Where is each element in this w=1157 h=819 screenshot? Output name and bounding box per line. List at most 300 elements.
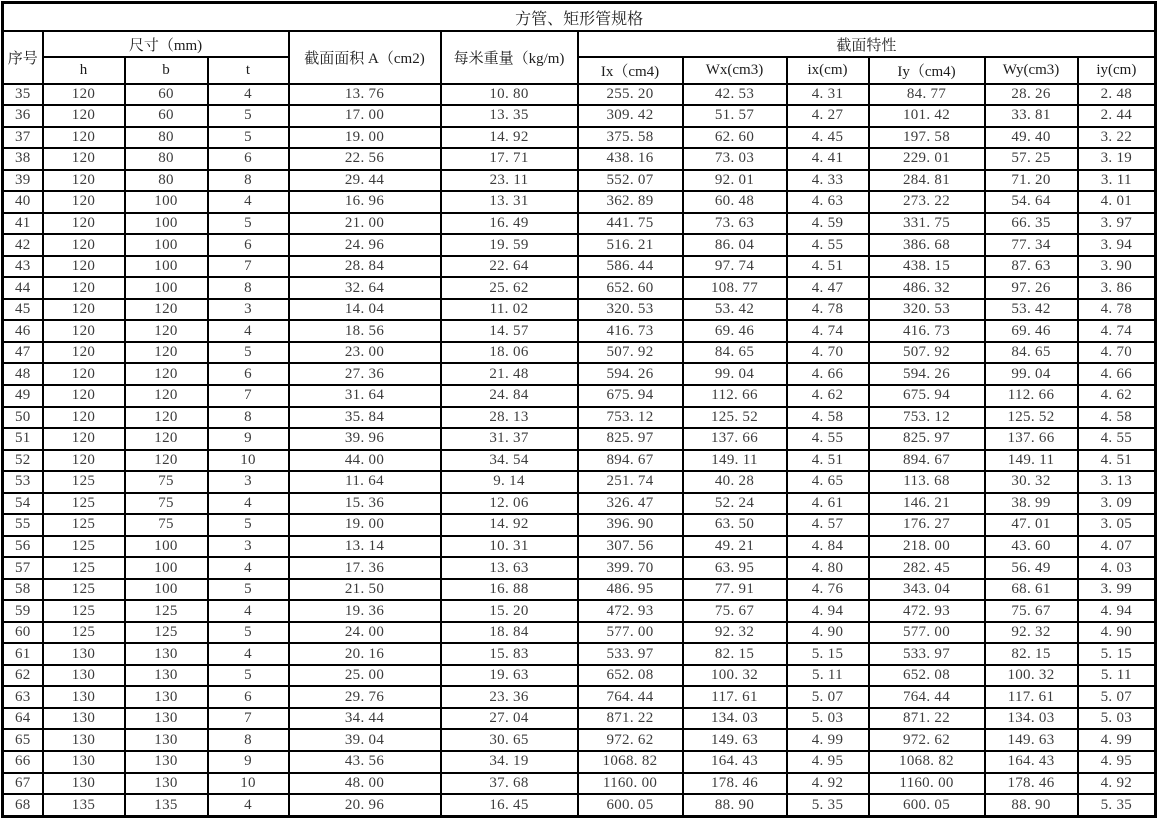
cell-Iy: 229. 01 bbox=[869, 148, 985, 170]
table-row bbox=[3, 557, 1156, 579]
cell-Iy: 594. 26 bbox=[869, 363, 985, 385]
cell-Wy: 38. 99 bbox=[985, 493, 1078, 515]
cell-h: 125 bbox=[43, 600, 125, 622]
cell-ix: 4. 55 bbox=[787, 428, 869, 450]
cell-Wy: 66. 35 bbox=[985, 213, 1078, 235]
cell-weight: 21. 48 bbox=[441, 363, 578, 385]
cell-Ix: 251. 74 bbox=[578, 471, 683, 493]
cell-t: 5 bbox=[208, 622, 289, 644]
cell-Ix: 894. 67 bbox=[578, 450, 683, 472]
cell-h: 120 bbox=[43, 342, 125, 364]
cell-area: 17. 00 bbox=[289, 105, 441, 127]
cell-h: 130 bbox=[43, 751, 125, 773]
cell-weight: 12. 06 bbox=[441, 493, 578, 515]
column-header-Wy: Wy(cm3) bbox=[985, 57, 1078, 83]
cell-b: 100 bbox=[125, 256, 208, 278]
cell-t: 8 bbox=[208, 407, 289, 429]
cell-Wy: 28. 26 bbox=[985, 84, 1078, 106]
cell-Wy: 134. 03 bbox=[985, 708, 1078, 730]
cell-ix: 4. 61 bbox=[787, 493, 869, 515]
cell-area: 13. 76 bbox=[289, 84, 441, 106]
column-header-b: b bbox=[125, 57, 208, 83]
column-header-Ix: Ix（cm4) bbox=[578, 57, 683, 83]
cell-h: 120 bbox=[43, 385, 125, 407]
cell-serial: 51 bbox=[3, 428, 43, 450]
cell-serial: 60 bbox=[3, 622, 43, 644]
cell-serial: 41 bbox=[3, 213, 43, 235]
cell-serial: 35 bbox=[3, 84, 43, 106]
cell-ix: 4. 63 bbox=[787, 191, 869, 213]
cell-area: 17. 36 bbox=[289, 557, 441, 579]
cell-b: 120 bbox=[125, 428, 208, 450]
cell-iy: 5. 11 bbox=[1078, 665, 1156, 687]
cell-serial: 38 bbox=[3, 148, 43, 170]
cell-h: 125 bbox=[43, 622, 125, 644]
cell-Wx: 63. 95 bbox=[683, 557, 787, 579]
cell-t: 5 bbox=[208, 342, 289, 364]
cell-Wy: 117. 61 bbox=[985, 686, 1078, 708]
cell-iy: 3. 99 bbox=[1078, 579, 1156, 601]
table-row bbox=[3, 148, 1156, 170]
cell-t: 5 bbox=[208, 514, 289, 536]
cell-area: 29. 44 bbox=[289, 170, 441, 192]
header-row-sub bbox=[3, 57, 1156, 83]
cell-b: 130 bbox=[125, 643, 208, 665]
cell-b: 100 bbox=[125, 191, 208, 213]
column-header-iy: iy(cm) bbox=[1078, 57, 1156, 83]
cell-serial: 61 bbox=[3, 643, 43, 665]
cell-serial: 65 bbox=[3, 729, 43, 751]
cell-Iy: 1068. 82 bbox=[869, 751, 985, 773]
cell-ix: 4. 65 bbox=[787, 471, 869, 493]
cell-Wx: 112. 66 bbox=[683, 385, 787, 407]
cell-Wy: 164. 43 bbox=[985, 751, 1078, 773]
cell-Wx: 88. 90 bbox=[683, 794, 787, 816]
cell-Ix: 552. 07 bbox=[578, 170, 683, 192]
table-row bbox=[3, 773, 1156, 795]
cell-Wy: 57. 25 bbox=[985, 148, 1078, 170]
cell-Ix: 600. 05 bbox=[578, 794, 683, 816]
cell-Wx: 149. 11 bbox=[683, 450, 787, 472]
table-body bbox=[3, 84, 1156, 817]
cell-weight: 37. 68 bbox=[441, 773, 578, 795]
cell-Wx: 125. 52 bbox=[683, 407, 787, 429]
cell-area: 25. 00 bbox=[289, 665, 441, 687]
cell-h: 120 bbox=[43, 213, 125, 235]
table-row bbox=[3, 84, 1156, 106]
cell-t: 5 bbox=[208, 105, 289, 127]
cell-Wx: 62. 60 bbox=[683, 127, 787, 149]
cell-Iy: 652. 08 bbox=[869, 665, 985, 687]
cell-iy: 4. 03 bbox=[1078, 557, 1156, 579]
cell-Wy: 137. 66 bbox=[985, 428, 1078, 450]
cell-iy: 4. 70 bbox=[1078, 342, 1156, 364]
cell-Wy: 53. 42 bbox=[985, 299, 1078, 321]
cell-Wy: 99. 04 bbox=[985, 363, 1078, 385]
cell-Wx: 49. 21 bbox=[683, 536, 787, 558]
cell-area: 28. 84 bbox=[289, 256, 441, 278]
cell-serial: 52 bbox=[3, 450, 43, 472]
cell-t: 5 bbox=[208, 127, 289, 149]
cell-iy: 4. 07 bbox=[1078, 536, 1156, 558]
cell-area: 19. 00 bbox=[289, 514, 441, 536]
cell-h: 120 bbox=[43, 105, 125, 127]
cell-h: 125 bbox=[43, 471, 125, 493]
cell-Ix: 307. 56 bbox=[578, 536, 683, 558]
cell-t: 3 bbox=[208, 299, 289, 321]
cell-Ix: 362. 89 bbox=[578, 191, 683, 213]
cell-area: 19. 00 bbox=[289, 127, 441, 149]
cell-Ix: 516. 21 bbox=[578, 234, 683, 256]
spec-table bbox=[1, 1, 1157, 818]
cell-serial: 49 bbox=[3, 385, 43, 407]
cell-Ix: 871. 22 bbox=[578, 708, 683, 730]
cell-Wx: 60. 48 bbox=[683, 191, 787, 213]
cell-b: 130 bbox=[125, 773, 208, 795]
cell-h: 120 bbox=[43, 320, 125, 342]
cell-t: 7 bbox=[208, 385, 289, 407]
cell-t: 6 bbox=[208, 686, 289, 708]
cell-Wy: 77. 34 bbox=[985, 234, 1078, 256]
cell-b: 130 bbox=[125, 665, 208, 687]
cell-ix: 4. 27 bbox=[787, 105, 869, 127]
cell-Wy: 112. 66 bbox=[985, 385, 1078, 407]
cell-ix: 5. 15 bbox=[787, 643, 869, 665]
cell-weight: 13. 31 bbox=[441, 191, 578, 213]
column-group-size: 尺寸（mm) bbox=[43, 31, 289, 57]
cell-b: 100 bbox=[125, 536, 208, 558]
cell-weight: 24. 84 bbox=[441, 385, 578, 407]
cell-h: 120 bbox=[43, 191, 125, 213]
cell-serial: 46 bbox=[3, 320, 43, 342]
cell-t: 4 bbox=[208, 600, 289, 622]
cell-Wx: 53. 42 bbox=[683, 299, 787, 321]
table-row bbox=[3, 320, 1156, 342]
cell-serial: 36 bbox=[3, 105, 43, 127]
cell-Iy: 438. 15 bbox=[869, 256, 985, 278]
cell-weight: 14. 92 bbox=[441, 514, 578, 536]
cell-Wx: 137. 66 bbox=[683, 428, 787, 450]
cell-b: 120 bbox=[125, 407, 208, 429]
cell-b: 80 bbox=[125, 170, 208, 192]
cell-weight: 34. 54 bbox=[441, 450, 578, 472]
cell-weight: 34. 19 bbox=[441, 751, 578, 773]
cell-area: 43. 56 bbox=[289, 751, 441, 773]
cell-iy: 4. 92 bbox=[1078, 773, 1156, 795]
cell-Wy: 43. 60 bbox=[985, 536, 1078, 558]
cell-Iy: 472. 93 bbox=[869, 600, 985, 622]
column-header-h: h bbox=[43, 57, 125, 83]
table-row bbox=[3, 600, 1156, 622]
cell-Ix: 326. 47 bbox=[578, 493, 683, 515]
cell-t: 7 bbox=[208, 708, 289, 730]
cell-serial: 45 bbox=[3, 299, 43, 321]
cell-iy: 4. 62 bbox=[1078, 385, 1156, 407]
cell-Iy: 972. 62 bbox=[869, 729, 985, 751]
cell-Ix: 753. 12 bbox=[578, 407, 683, 429]
cell-serial: 63 bbox=[3, 686, 43, 708]
cell-Iy: 871. 22 bbox=[869, 708, 985, 730]
table-row bbox=[3, 170, 1156, 192]
cell-weight: 14. 57 bbox=[441, 320, 578, 342]
cell-t: 4 bbox=[208, 794, 289, 816]
cell-t: 4 bbox=[208, 557, 289, 579]
cell-weight: 23. 36 bbox=[441, 686, 578, 708]
cell-Iy: 533. 97 bbox=[869, 643, 985, 665]
cell-serial: 64 bbox=[3, 708, 43, 730]
cell-b: 75 bbox=[125, 514, 208, 536]
cell-Wx: 164. 43 bbox=[683, 751, 787, 773]
table-row bbox=[3, 363, 1156, 385]
cell-ix: 4. 66 bbox=[787, 363, 869, 385]
cell-serial: 54 bbox=[3, 493, 43, 515]
cell-ix: 4. 55 bbox=[787, 234, 869, 256]
column-header-area: 截面面积 A（cm2) bbox=[289, 31, 441, 83]
cell-Wx: 92. 01 bbox=[683, 170, 787, 192]
cell-weight: 16. 88 bbox=[441, 579, 578, 601]
cell-Iy: 284. 81 bbox=[869, 170, 985, 192]
cell-Iy: 416. 73 bbox=[869, 320, 985, 342]
cell-h: 125 bbox=[43, 579, 125, 601]
cell-Iy: 282. 45 bbox=[869, 557, 985, 579]
cell-h: 125 bbox=[43, 493, 125, 515]
cell-iy: 5. 07 bbox=[1078, 686, 1156, 708]
cell-t: 4 bbox=[208, 320, 289, 342]
cell-Ix: 507. 92 bbox=[578, 342, 683, 364]
cell-weight: 15. 83 bbox=[441, 643, 578, 665]
cell-Wx: 52. 24 bbox=[683, 493, 787, 515]
cell-b: 80 bbox=[125, 127, 208, 149]
table-row bbox=[3, 643, 1156, 665]
cell-t: 4 bbox=[208, 84, 289, 106]
cell-t: 10 bbox=[208, 773, 289, 795]
table-row bbox=[3, 579, 1156, 601]
cell-ix: 4. 94 bbox=[787, 600, 869, 622]
cell-h: 120 bbox=[43, 299, 125, 321]
cell-h: 120 bbox=[43, 450, 125, 472]
table-row bbox=[3, 729, 1156, 751]
cell-t: 8 bbox=[208, 277, 289, 299]
cell-Iy: 343. 04 bbox=[869, 579, 985, 601]
cell-serial: 40 bbox=[3, 191, 43, 213]
cell-Wx: 108. 77 bbox=[683, 277, 787, 299]
cell-area: 13. 14 bbox=[289, 536, 441, 558]
table-row bbox=[3, 665, 1156, 687]
cell-area: 18. 56 bbox=[289, 320, 441, 342]
cell-iy: 4. 94 bbox=[1078, 600, 1156, 622]
cell-area: 16. 96 bbox=[289, 191, 441, 213]
cell-serial: 62 bbox=[3, 665, 43, 687]
cell-Iy: 600. 05 bbox=[869, 794, 985, 816]
cell-weight: 10. 80 bbox=[441, 84, 578, 106]
cell-area: 24. 00 bbox=[289, 622, 441, 644]
cell-t: 8 bbox=[208, 729, 289, 751]
cell-Ix: 825. 97 bbox=[578, 428, 683, 450]
cell-t: 8 bbox=[208, 170, 289, 192]
table-row bbox=[3, 127, 1156, 149]
cell-Iy: 146. 21 bbox=[869, 493, 985, 515]
cell-ix: 4. 92 bbox=[787, 773, 869, 795]
table-row bbox=[3, 213, 1156, 235]
cell-Iy: 84. 77 bbox=[869, 84, 985, 106]
cell-ix: 4. 57 bbox=[787, 514, 869, 536]
cell-Ix: 375. 58 bbox=[578, 127, 683, 149]
cell-Ix: 438. 16 bbox=[578, 148, 683, 170]
cell-Ix: 309. 42 bbox=[578, 105, 683, 127]
cell-Iy: 486. 32 bbox=[869, 277, 985, 299]
cell-h: 125 bbox=[43, 557, 125, 579]
cell-iy: 3. 11 bbox=[1078, 170, 1156, 192]
cell-Iy: 197. 58 bbox=[869, 127, 985, 149]
cell-b: 130 bbox=[125, 686, 208, 708]
cell-h: 130 bbox=[43, 729, 125, 751]
cell-b: 100 bbox=[125, 579, 208, 601]
cell-Iy: 101. 42 bbox=[869, 105, 985, 127]
table-row bbox=[3, 536, 1156, 558]
cell-weight: 9. 14 bbox=[441, 471, 578, 493]
cell-Wx: 149. 63 bbox=[683, 729, 787, 751]
column-header-weight: 每米重量（kg/m) bbox=[441, 31, 578, 83]
cell-iy: 4. 90 bbox=[1078, 622, 1156, 644]
column-group-section-props: 截面特性 bbox=[578, 31, 1156, 57]
table-row bbox=[3, 708, 1156, 730]
cell-area: 29. 76 bbox=[289, 686, 441, 708]
cell-iy: 3. 13 bbox=[1078, 471, 1156, 493]
cell-serial: 42 bbox=[3, 234, 43, 256]
cell-ix: 4. 51 bbox=[787, 256, 869, 278]
cell-iy: 2. 48 bbox=[1078, 84, 1156, 106]
cell-h: 125 bbox=[43, 514, 125, 536]
cell-h: 120 bbox=[43, 84, 125, 106]
cell-serial: 47 bbox=[3, 342, 43, 364]
cell-b: 120 bbox=[125, 342, 208, 364]
column-header-ix: ix(cm) bbox=[787, 57, 869, 83]
cell-weight: 27. 04 bbox=[441, 708, 578, 730]
cell-area: 39. 04 bbox=[289, 729, 441, 751]
cell-t: 3 bbox=[208, 471, 289, 493]
cell-Wx: 84. 65 bbox=[683, 342, 787, 364]
cell-t: 6 bbox=[208, 363, 289, 385]
cell-weight: 19. 63 bbox=[441, 665, 578, 687]
cell-Wy: 56. 49 bbox=[985, 557, 1078, 579]
cell-iy: 4. 78 bbox=[1078, 299, 1156, 321]
cell-Iy: 386. 68 bbox=[869, 234, 985, 256]
cell-Wy: 47. 01 bbox=[985, 514, 1078, 536]
cell-Ix: 255. 20 bbox=[578, 84, 683, 106]
cell-Ix: 577. 00 bbox=[578, 622, 683, 644]
cell-Iy: 113. 68 bbox=[869, 471, 985, 493]
table-row bbox=[3, 385, 1156, 407]
cell-serial: 59 bbox=[3, 600, 43, 622]
cell-h: 135 bbox=[43, 794, 125, 816]
cell-serial: 68 bbox=[3, 794, 43, 816]
cell-Wx: 100. 32 bbox=[683, 665, 787, 687]
cell-t: 5 bbox=[208, 665, 289, 687]
table-row bbox=[3, 342, 1156, 364]
cell-t: 4 bbox=[208, 493, 289, 515]
cell-weight: 23. 11 bbox=[441, 170, 578, 192]
cell-serial: 55 bbox=[3, 514, 43, 536]
cell-Wx: 40. 28 bbox=[683, 471, 787, 493]
cell-h: 120 bbox=[43, 407, 125, 429]
cell-b: 75 bbox=[125, 471, 208, 493]
cell-serial: 50 bbox=[3, 407, 43, 429]
cell-weight: 16. 45 bbox=[441, 794, 578, 816]
cell-Wx: 73. 63 bbox=[683, 213, 787, 235]
cell-ix: 4. 76 bbox=[787, 579, 869, 601]
cell-b: 100 bbox=[125, 213, 208, 235]
cell-Iy: 577. 00 bbox=[869, 622, 985, 644]
cell-Ix: 586. 44 bbox=[578, 256, 683, 278]
cell-Wy: 100. 32 bbox=[985, 665, 1078, 687]
cell-Wy: 54. 64 bbox=[985, 191, 1078, 213]
table-row bbox=[3, 256, 1156, 278]
cell-Wy: 82. 15 bbox=[985, 643, 1078, 665]
cell-h: 120 bbox=[43, 363, 125, 385]
cell-Iy: 764. 44 bbox=[869, 686, 985, 708]
cell-h: 130 bbox=[43, 665, 125, 687]
cell-area: 27. 36 bbox=[289, 363, 441, 385]
cell-ix: 5. 03 bbox=[787, 708, 869, 730]
cell-b: 100 bbox=[125, 277, 208, 299]
cell-serial: 44 bbox=[3, 277, 43, 299]
cell-b: 75 bbox=[125, 493, 208, 515]
column-header-Iy: Iy（cm4) bbox=[869, 57, 985, 83]
cell-weight: 31. 37 bbox=[441, 428, 578, 450]
title-row bbox=[3, 3, 1156, 32]
cell-iy: 4. 58 bbox=[1078, 407, 1156, 429]
cell-Ix: 472. 93 bbox=[578, 600, 683, 622]
cell-ix: 4. 99 bbox=[787, 729, 869, 751]
cell-Wx: 73. 03 bbox=[683, 148, 787, 170]
cell-b: 80 bbox=[125, 148, 208, 170]
cell-h: 130 bbox=[43, 773, 125, 795]
cell-Wy: 97. 26 bbox=[985, 277, 1078, 299]
cell-area: 32. 64 bbox=[289, 277, 441, 299]
cell-Wx: 82. 15 bbox=[683, 643, 787, 665]
cell-serial: 39 bbox=[3, 170, 43, 192]
cell-t: 9 bbox=[208, 751, 289, 773]
cell-iy: 3. 94 bbox=[1078, 234, 1156, 256]
cell-ix: 5. 11 bbox=[787, 665, 869, 687]
cell-area: 31. 64 bbox=[289, 385, 441, 407]
cell-serial: 66 bbox=[3, 751, 43, 773]
cell-iy: 5. 03 bbox=[1078, 708, 1156, 730]
cell-iy: 2. 44 bbox=[1078, 105, 1156, 127]
cell-h: 125 bbox=[43, 536, 125, 558]
cell-area: 15. 36 bbox=[289, 493, 441, 515]
cell-serial: 43 bbox=[3, 256, 43, 278]
cell-area: 21. 50 bbox=[289, 579, 441, 601]
cell-b: 120 bbox=[125, 450, 208, 472]
cell-ix: 4. 80 bbox=[787, 557, 869, 579]
table-row bbox=[3, 234, 1156, 256]
cell-ix: 4. 95 bbox=[787, 751, 869, 773]
cell-ix: 4. 31 bbox=[787, 84, 869, 106]
cell-h: 120 bbox=[43, 127, 125, 149]
cell-Wy: 88. 90 bbox=[985, 794, 1078, 816]
cell-t: 5 bbox=[208, 213, 289, 235]
cell-t: 4 bbox=[208, 643, 289, 665]
cell-ix: 4. 33 bbox=[787, 170, 869, 192]
cell-iy: 5. 35 bbox=[1078, 794, 1156, 816]
cell-iy: 4. 55 bbox=[1078, 428, 1156, 450]
cell-ix: 5. 07 bbox=[787, 686, 869, 708]
cell-weight: 11. 02 bbox=[441, 299, 578, 321]
cell-area: 35. 84 bbox=[289, 407, 441, 429]
cell-weight: 18. 06 bbox=[441, 342, 578, 364]
cell-b: 100 bbox=[125, 557, 208, 579]
